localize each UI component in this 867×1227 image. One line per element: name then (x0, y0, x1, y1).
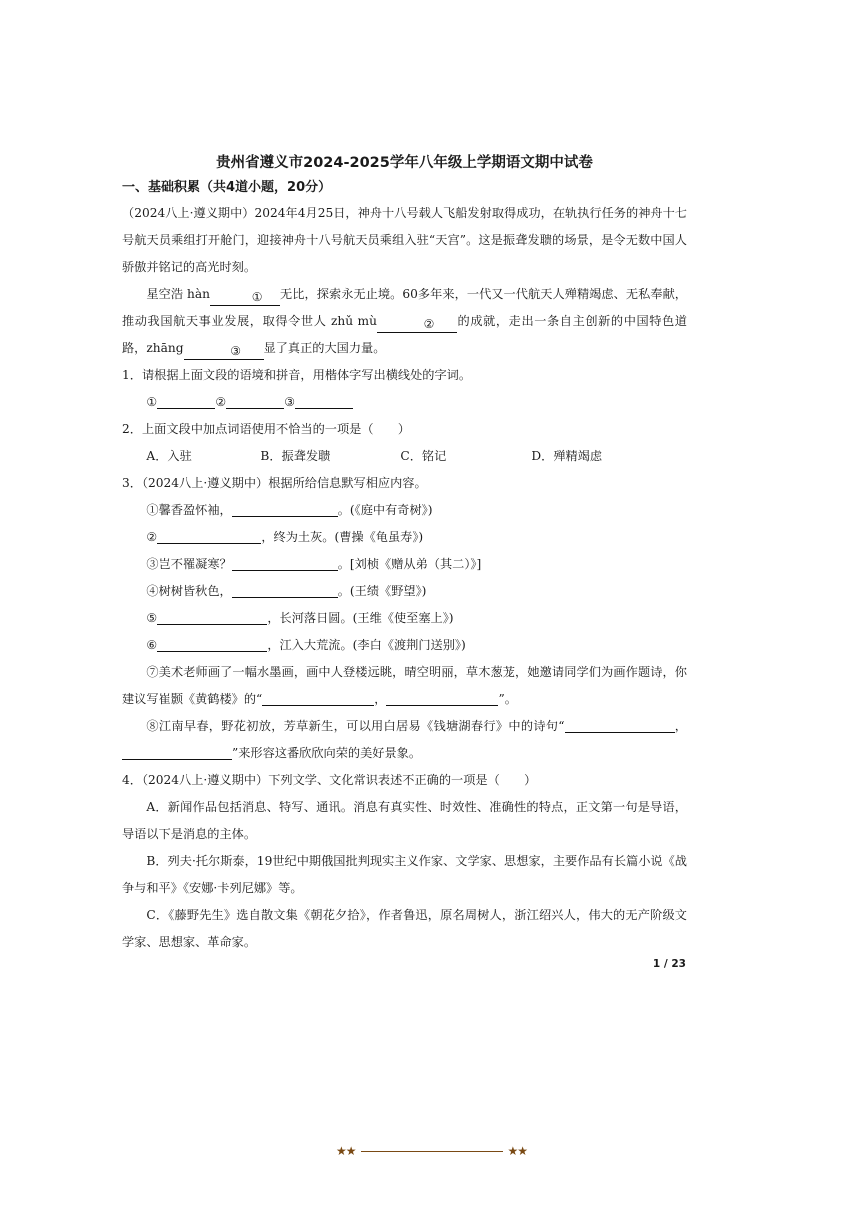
question-1-answers: ① ② ③ (122, 389, 687, 416)
section-heading: 一、基础积累（共4道小题，20分） (122, 180, 332, 195)
recite-item-2: ② ，终为土灰。(曹操《龟虽寿》) (146, 530, 424, 544)
recite-blank-4[interactable] (232, 582, 338, 598)
star-icon: ★★ (336, 1144, 356, 1158)
recite-blank-1[interactable] (232, 501, 338, 517)
option-d[interactable]: D．殚精竭虑 (531, 449, 603, 463)
option-a[interactable]: A．入驻 (146, 449, 192, 463)
blank-1[interactable]: ① (210, 290, 280, 306)
option-b[interactable]: B．振聋发聩 (260, 449, 331, 463)
question-2: 2．上面文段中加点词语使用不恰当的一项是（ ） (122, 422, 411, 436)
recite-blank-8a[interactable] (565, 717, 675, 733)
blank-3[interactable]: ③ (184, 344, 264, 360)
recite-item-6: ⑥ ，江入大荒流。(李白《渡荆门送别》) (146, 638, 466, 652)
exam-title: 贵州省遵义市2024-2025学年八年级上学期语文期中试卷 (216, 155, 593, 171)
recite-item-1: ①馨香盈怀袖， 。(《庭中有奇树》) (146, 503, 433, 517)
answer-blank-2[interactable] (226, 393, 284, 409)
answer-blank-3[interactable] (295, 393, 353, 409)
recite-blank-5[interactable] (157, 609, 267, 625)
recite-item-3: ③岂不罹凝寒？ 。[刘桢《赠从弟（其二）》] (146, 557, 482, 571)
option-c[interactable]: C．铭记 (400, 449, 447, 463)
footer-divider (361, 1151, 503, 1152)
question-2-options (122, 443, 687, 470)
question-3: 3．（2024八上·遵义期中）根据所给信息默写相应内容。 (122, 476, 427, 490)
q4-option-b[interactable]: B．列夫·托尔斯泰，19世纪中期俄国批判现实主义作家、文学家、思想家，主要作品有长篇小说《战争与和平》《安娜·卡列尼娜》等。 (122, 854, 687, 895)
recite-blank-7b[interactable] (386, 690, 498, 706)
recite-blank-6[interactable] (157, 636, 267, 652)
recite-item-8: ⑧江南早春，野花初放，芳草新生，可以用白居易《钱塘湖春行》中的诗句“ ，”来形容这番欣欣向荣的美好景象。 (122, 713, 687, 767)
page-footer-ornament (336, 1144, 527, 1158)
page-number: 1 / 23 (652, 958, 686, 970)
question-4: 4．（2024八上·遵义期中）下列文学、文化常识表述不正确的一项是（ ） (122, 773, 537, 787)
exam-page (122, 150, 687, 956)
q4-option-c[interactable]: C．《藤野先生》选自散文集《朝花夕拾》，作者鲁迅，原名周树人，浙江绍兴人，伟大的无产阶级文学家、思想家、革命家。 (122, 908, 687, 949)
recite-item-4: ④树树皆秋色， 。(王绩《野望》) (146, 584, 427, 598)
recite-item-7: ⑦美术老师画了一幅水墨画，画中人登楼远眺，晴空明丽，草木葱茏，她邀请同学们为画作题诗，你建议写崔颢《黄鹤楼》的“ ， ”。 (122, 665, 687, 706)
recite-blank-3[interactable] (232, 555, 338, 571)
recite-item-5: ⑤ ，长河落日圆。(王维《使至塞上》) (146, 611, 454, 625)
recite-blank-2[interactable] (157, 528, 261, 544)
recite-blank-8b[interactable] (122, 744, 232, 760)
answer-blank-1[interactable] (157, 393, 215, 409)
question-1: 1．请根据上面文段的语境和拼音，用楷体字写出横线处的字词。 (122, 368, 472, 382)
passage-intro: （2024八上·遵义期中）2024年4月25日，神舟十八号载人飞船发射取得成功，在轨执行任务的神舟十七号航天员乘组打开舱门，迎接神舟十八号航天员乘组入驻“天宫”。这是振聋发聩的场景，是令无数中国人骄傲并铭记的高光时刻。 (122, 206, 687, 274)
passage-body: 星空浩 hàn ① 无比，探索永无止境。60多年来，一代又一代航天人殚精竭虑、无私奉献，推动我国航天事业发展，取得令世人 zhǔ mù ② 的成就，走出一条自主创新的中国特色道路，zhāng ③ 显了真正的大国力量。 (122, 287, 687, 358)
star-icon: ★★ (507, 1144, 528, 1158)
recite-blank-7a[interactable] (262, 690, 374, 706)
blank-2[interactable]: ② (377, 317, 457, 333)
q4-option-a[interactable]: A．新闻作品包括消息、特写、通讯。消息有真实性、时效性、准确性的特点，正文第一句是导语，导语以下是消息的主体。 (122, 800, 687, 841)
